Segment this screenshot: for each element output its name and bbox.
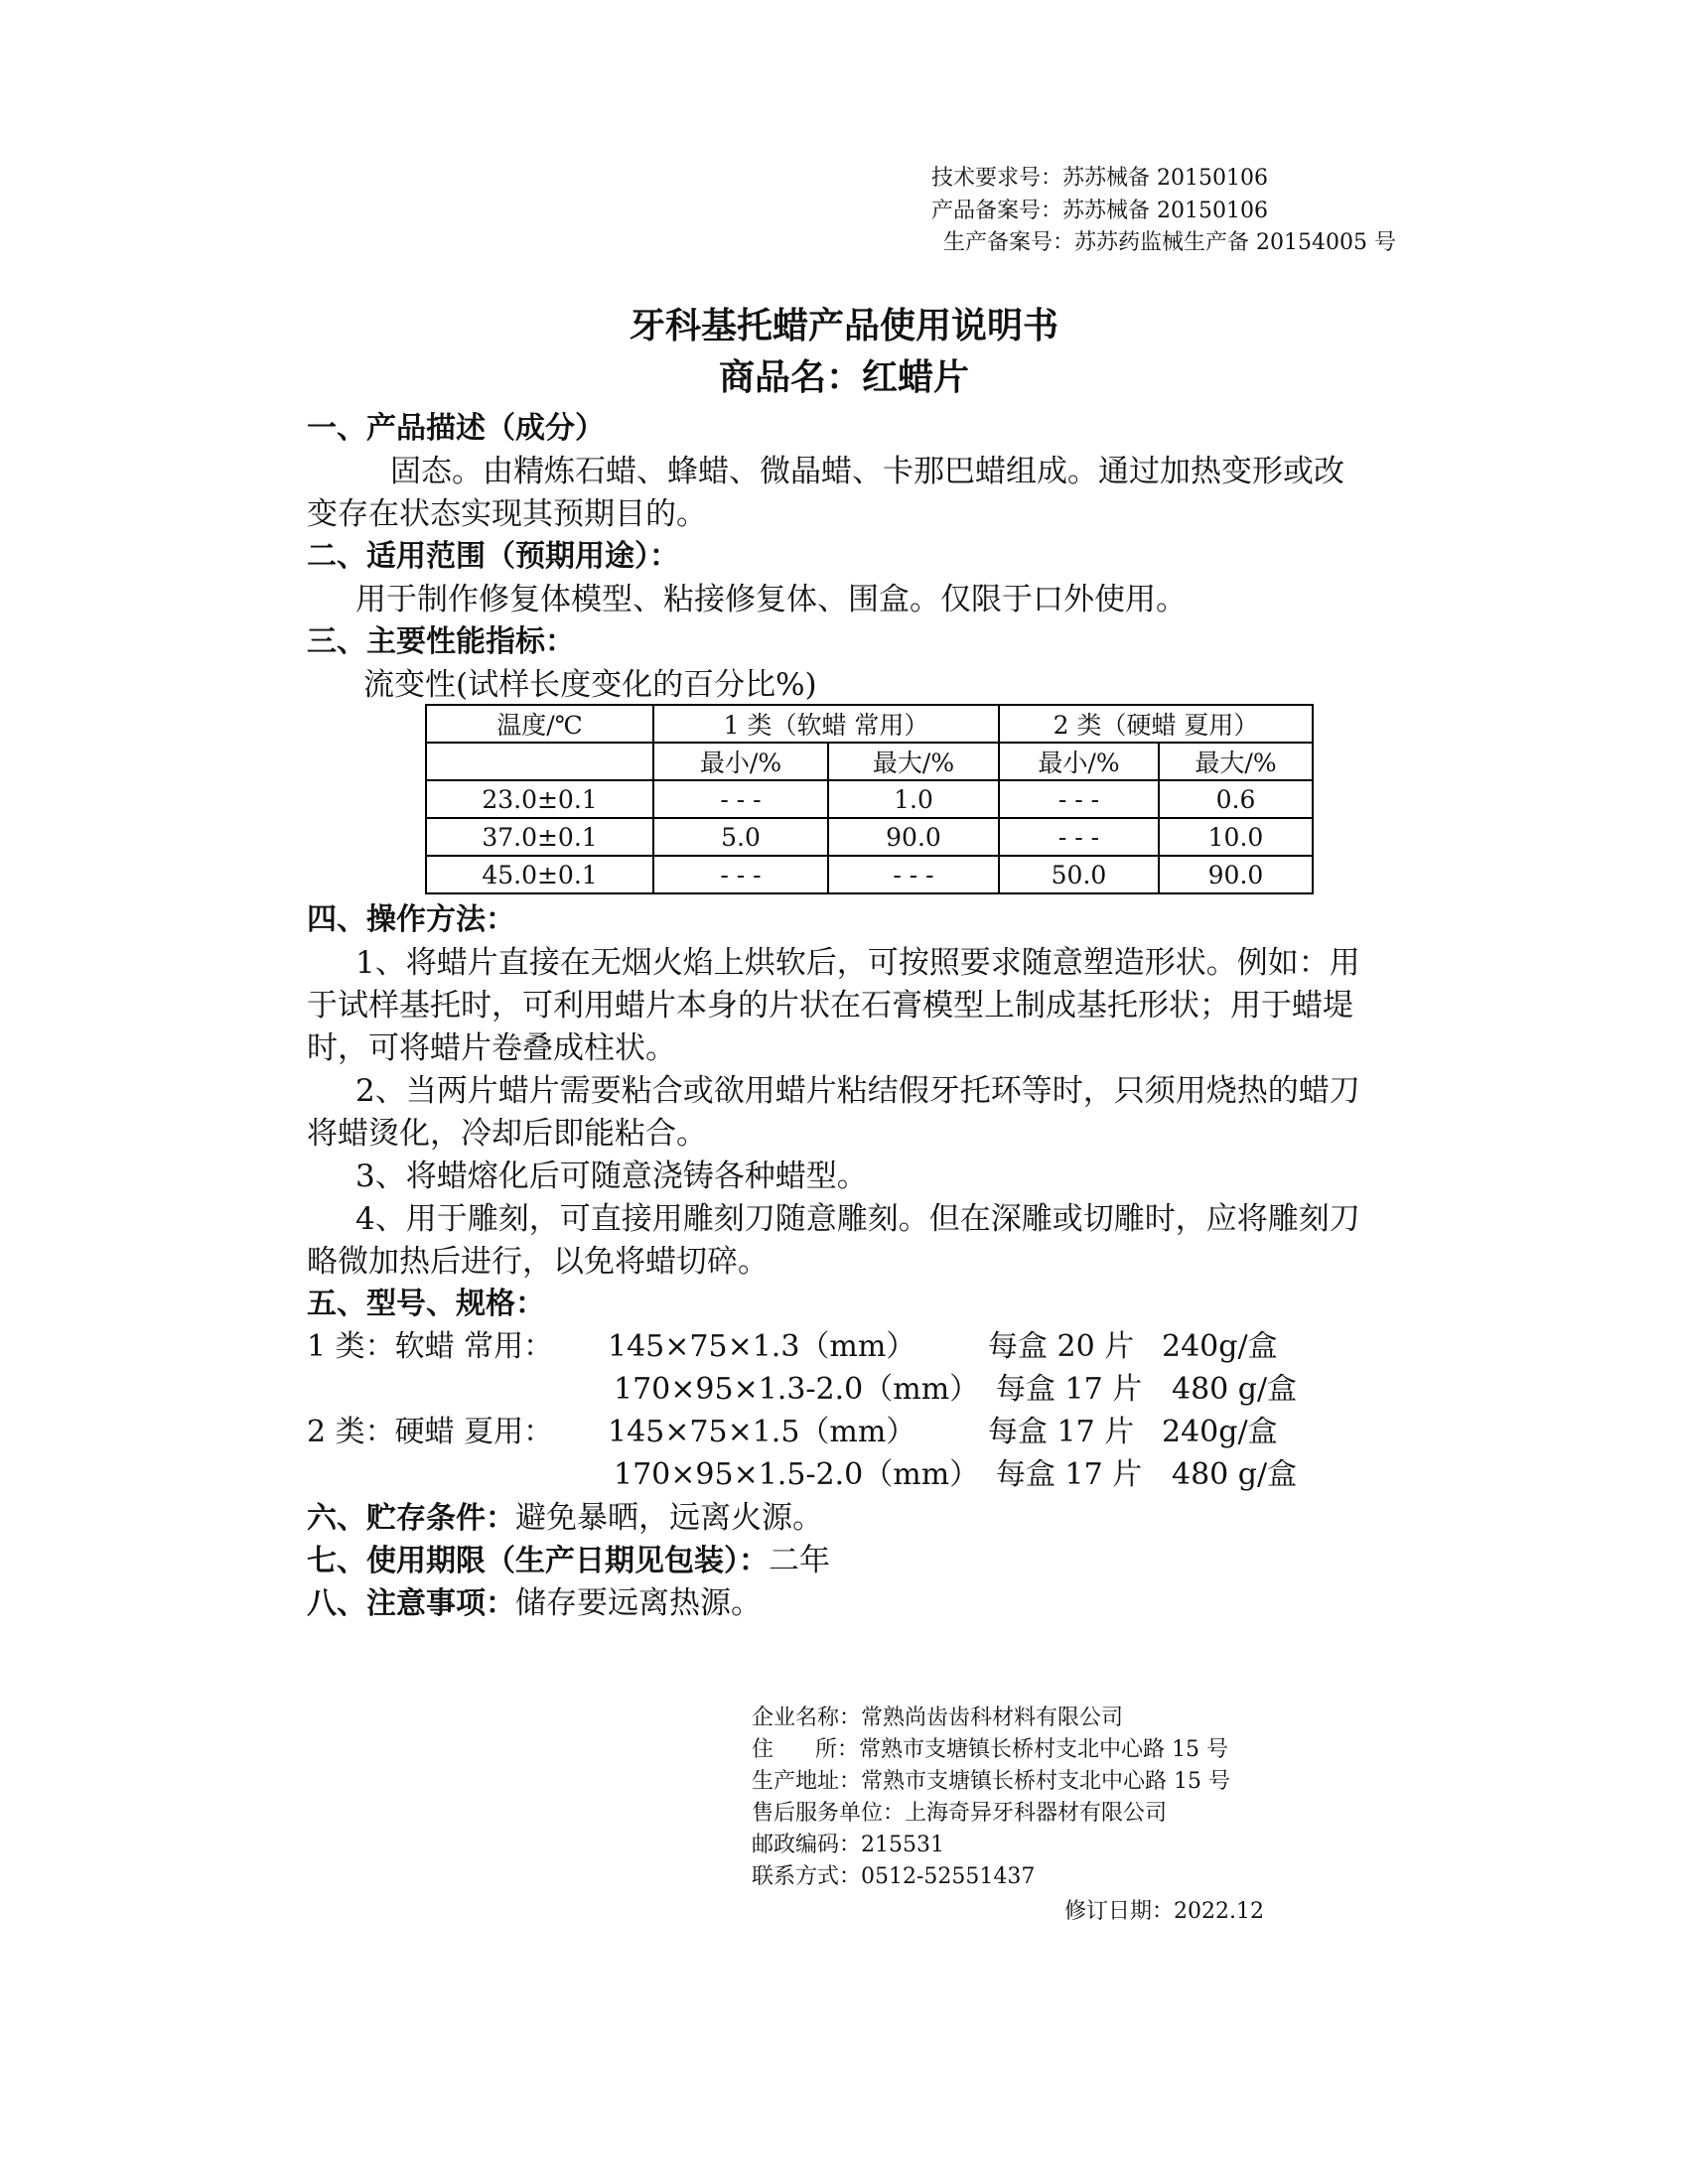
company-name: 企业名称：常熟尚齿齿科材料有限公司 [752,1706,1124,1730]
cell-class-2-max: 90.0 [1159,856,1313,893]
section-1-line-2: 变存在状态实现其预期目的。 [307,496,707,532]
tech-requirement-number: 技术要求号：苏苏械备 20150106 [931,166,1268,191]
section-7-text: 二年 [769,1543,830,1578]
cell-class-2-max: 10.0 [1159,818,1313,856]
step-1-line-3: 时，可将蜡片卷叠成柱状。 [307,1030,676,1066]
cell-class-1-min: - - - [653,780,828,818]
cell-class-1-max: - - - [828,856,999,893]
revision-date: 修订日期：2022.12 [1064,1899,1264,1924]
header-class-1: 1 类（软蜡 常用） [653,705,999,743]
spec-weight: 480 g/盒 [1172,1372,1298,1407]
spec-weight: 480 g/盒 [1172,1457,1298,1492]
table-row [426,818,1313,856]
spec-size: 145×75×1.5（mm） [608,1415,916,1449]
cell-class-1-min: - - - [653,856,828,893]
spec-weight: 240g/盒 [1162,1329,1278,1364]
step-2-line-2: 将蜡烫化，冷却后即能粘合。 [307,1116,707,1152]
product-filing-number: 产品备案号：苏苏械备 20150106 [931,199,1268,223]
step-2-line-1: 2、当两片蜡片需要粘合或欲用蜡片粘结假牙托环等时，只须用烧热的蜡刀 [355,1073,1360,1109]
postal-code: 邮政编码：215531 [752,1833,944,1857]
spec-count: 每盒 17 片 [988,1415,1135,1449]
product-trade-name: 商品名：红蜡片 [718,357,969,398]
cell-class-2-min: 50.0 [999,856,1159,893]
spec-count: 每盒 17 片 [996,1372,1143,1407]
company-address: 住 所：常熟市支塘镇长桥村支北中心路 15 号 [752,1737,1228,1762]
spec-size: 145×75×1.3（mm） [608,1329,916,1364]
production-filing-number: 生产备案号：苏苏药监械生产备 20154005 号 [943,230,1396,255]
header-class-2-max: 最大/% [1159,743,1313,780]
rheology-table [425,704,1314,894]
section-6-heading: 六、贮存条件： [307,1501,515,1536]
production-address: 生产地址：常熟市支塘镇长桥村支北中心路 15 号 [752,1769,1230,1794]
section-8-heading: 八、注意事项： [307,1586,515,1621]
step-3-line-1: 3、将蜡熔化后可随意浇铸各种蜡型。 [355,1159,868,1194]
section-1-line-1: 固态。由精炼石蜡、蜂蜡、微晶蜡、卡那巴蜡组成。通过加热变形或改 [390,454,1344,489]
table-row [426,856,1313,893]
cell-temperature: 37.0±0.1 [426,818,653,856]
class-1-label: 1 类：软蜡 常用： [307,1329,554,1364]
cell-class-1-max: 1.0 [828,780,999,818]
section-8 [307,1577,762,1622]
spec-count: 每盒 17 片 [996,1457,1143,1492]
spec-size: 170×95×1.5-2.0（mm） [614,1457,980,1492]
contact-phone: 联系方式：0512-52551437 [752,1864,1036,1889]
class-2-label: 2 类：硬蜡 夏用： [307,1415,554,1449]
section-3-heading: 三、主要性能指标： [307,624,575,659]
rheology-caption: 流变性(试样长度变化的百分比%) [363,667,817,703]
spec-weight: 240g/盒 [1162,1415,1278,1449]
cell-temperature: 23.0±0.1 [426,780,653,818]
table-header-row [426,705,1313,743]
spec-size: 170×95×1.3-2.0（mm） [614,1372,980,1407]
header-empty [426,743,653,780]
after-sales-service: 售后服务单位：上海奇异牙科器材有限公司 [752,1801,1168,1826]
cell-class-2-min: - - - [999,780,1159,818]
table-subheader-row [426,743,1313,780]
section-8-text: 储存要远离热源。 [515,1585,762,1621]
section-2-line-1: 用于制作修复体模型、粘接修复体、围盒。仅限于口外使用。 [355,582,1187,617]
header-class-1-min: 最小/% [653,743,828,780]
header-temperature: 温度/℃ [426,705,653,743]
cell-class-1-max: 90.0 [828,818,999,856]
step-4-line-1: 4、用于雕刻，可直接用雕刻刀随意雕刻。但在深雕或切雕时，应将雕刻刀 [355,1201,1360,1237]
step-1-line-2: 于试样基托时，可利用蜡片本身的片状在石膏模型上制成基托形状；用于蜡堤 [307,988,1353,1024]
header-class-2-min: 最小/% [999,743,1159,780]
section-5-heading: 五、型号、规格： [307,1287,545,1321]
cell-class-1-min: 5.0 [653,818,828,856]
section-6 [307,1492,823,1537]
section-4-heading: 四、操作方法： [307,902,515,937]
document-title: 牙科基托蜡产品使用说明书 [629,306,1058,346]
section-7-heading: 七、使用期限（生产日期见包装）： [307,1544,769,1578]
cell-class-2-max: 0.6 [1159,780,1313,818]
header-class-1-max: 最大/% [828,743,999,780]
spec-count: 每盒 20 片 [988,1329,1135,1364]
section-2-heading: 二、适用范围（预期用途）： [307,539,679,574]
cell-class-2-min: - - - [999,818,1159,856]
section-7 [307,1535,830,1579]
cell-temperature: 45.0±0.1 [426,856,653,893]
header-class-2: 2 类（硬蜡 夏用） [999,705,1313,743]
table-row [426,780,1313,818]
step-1-line-1: 1、将蜡片直接在无烟火焰上烘软后，可按照要求随意塑造形状。例如：用 [355,945,1360,981]
section-1-heading: 一、产品描述（成分） [307,411,605,446]
section-6-text: 避免暴晒，远离火源。 [515,1500,823,1536]
step-4-line-2: 略微加热后进行，以免将蜡切碎。 [307,1244,769,1280]
